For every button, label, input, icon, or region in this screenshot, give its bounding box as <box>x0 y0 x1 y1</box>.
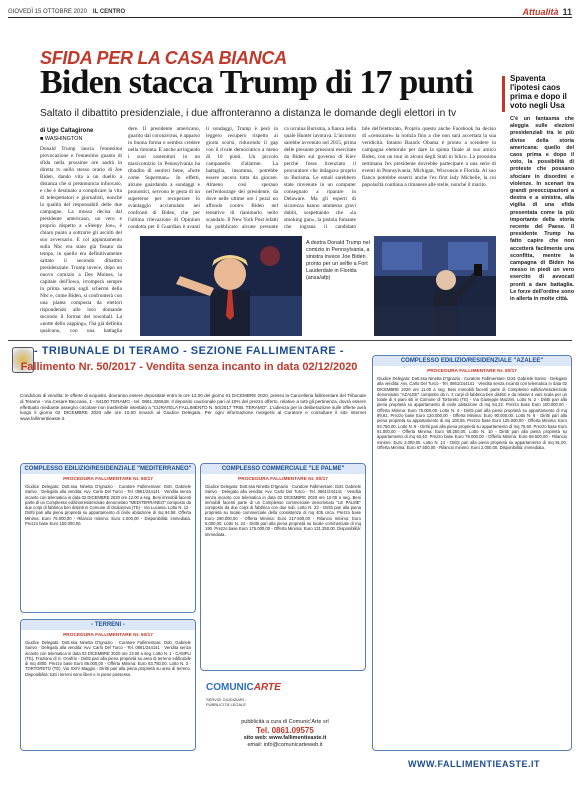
advertiser-contact <box>208 719 362 750</box>
advertiser-phone: Tel. 0861.09575 <box>256 725 314 735</box>
lot-box-mediterraneo <box>20 463 196 613</box>
auction-advertisement <box>8 340 572 792</box>
lot-box-body: Giudice Delegato: Dott.ssa Ninetta D'Ignazio · Curatore Fallimentare: Dott. Gabriele Sarivo · Delegato alla vendita: Avv. Carlo Del Turco - Tel. 0861/244141 · Vendita senza incanto con telematica in data 02 DICEMBRE 2020 ore 11.00 a seg. Beni immobili facenti parte di Complesso edilizio/residenziale denominato "AZALEE" composto da n. 3 corpi di fabbrica ben distinti e da relativi 4 vani scala per un totale di 4 piani siti in Comune di Tortoreto (TE) - Via Giuseppe Mazzini. Lotto N. 2 - Diritti pari alla piena proprietà su appartamento di civile abitazione di mq 84,22. Prezzo base Euro 100.000,00 - Offerta Minima: Euro 75.000,00. Lotto N. 4 - Diritti pari alla piena proprietà su appartamento di mq 99,81. Prezzo base Euro 120.000,00 - Offerta Minima: Euro 90.000,00. Lotto N. 6 - Diritti pari alla piena proprietà su appartamento di mq 108,55. Prezzo base Euro 125.000,00 - Offerta Minima: Euro 93.750,00. Lotto N. 8 - Diritti pari alla piena proprietà su appartamento di mq 75,60. Prezzo base Euro 91.000,00 - Offerta Minima: Euro 68.250,00. Lotto N. 10 - Diritti pari alla piena proprietà su appartamento di mq 63,40. Prezzo base Euro 78.000,00 - Offerta Minima: Euro 58.500,00 - Rilancio minimo: Euro 2.000,00. Lotto N. 14 - Diritti pari alla piena proprietà su appartamento di mq 91,00. Offerta Minima: Euro 67.500,00 - Rilancio minimo: Euro 2.000,00. Disponibilità: immediata. <box>377 376 567 450</box>
lot-box-body: Giudice Delegato: Dott.ssa Ninetta D'Ignazio · Curatore Fallimentare: Dott. Gabriele Sarivo · Delegato alla vendita: Avv. Carlo Del Turco - Tel. 0861/244141 · Vendita senza incanto con telematica in data 02 DICEMBRE 2020 ore 10.00 a seg. Beni immobili facenti parte di un Complesso commerciale denominato "LE PALME" composto da due corpi di fabbrica con due sub. Lotto N. 23 - Diritti pari alla piena proprietà su locale commerciale della consistenza di mq 405 circa. Prezzo base Euro 290.000,00 - Offerta Minima: Euro 217.500,00 - Rilancio minimo: Euro 5.000,00. Lotto N. 24 - Diritti pari alla piena proprietà su locale commerciale di mq 190. Prezzo base Euro 175.000,00 - Offerta Minima: Euro 131.250,00. Disponibilità: immediata. <box>205 484 361 537</box>
lot-box-title: COMPLESSO EDILIZIO/RESIDENZIALE "AZALEE" <box>373 356 571 366</box>
page-number: 11 <box>562 6 572 17</box>
trump-photo-illustration <box>140 236 302 336</box>
advertiser-website[interactable]: sito web: www.fallimentieaste.it <box>243 734 327 741</box>
footer-url-link[interactable]: WWW.FALLIMENTIEASTE.IT <box>408 759 540 769</box>
lot-box-azalee <box>372 355 572 751</box>
court-title: - TRIBUNALE DI TERAMO - SEZIONE FALLIMENTARE - <box>33 345 344 357</box>
advertiser-email[interactable]: email: info@comunicarteweb.it <box>247 742 323 749</box>
biden-photo <box>374 236 496 336</box>
advertiser-line: pubblicità a cura di Comunic'Arte srl <box>241 719 329 725</box>
section-title: Attualità <box>522 6 559 17</box>
procedure-label: PROCEDURA FALLIMENTARE Nr. 50/17 <box>63 477 153 482</box>
lot-box-body: Giudice Delegato: Dott.ssa Ninetta D'Ignazio · Curatore Fallimentare: Dott. Gabriele Sarivo · Delegato alla vendita: Avv. Carlo Del Turco - Tel. 0861/244141 · Vendita senza incanto con telematica in data 02 DICEMBRE 2020 ore 13.00 a seg. Lotto N. 1 - CAMPLI (TE), Frazione di S. Onofrio - Diritti pari alla piena proprietà su area di terreno edificabile di mq 4800. Prezzo base Euro 85.000,00 - Offerta Minima: Euro 63.750,00. Lotto N. 3 - TORTORETO (TE), Via XXIV Maggio - Diritti pari alla piena proprietà su area di terreno. Disponibilità: tutti i terreni sono liberi e in pieno possesso. <box>25 640 191 677</box>
article-subhead: Saltato il dibattito presidenziale, i due affronteranno a distanza le domande degli elettori in tv <box>40 108 457 119</box>
lot-box-le-palme <box>200 463 366 671</box>
logo-tagline: SERVIZI GIUDIZIARI - PUBBLICITÀ LEGALE <box>206 697 247 707</box>
article-kicker: SFIDA PER LA CASA BIANCA <box>40 48 287 68</box>
court-header <box>18 345 360 389</box>
article-headline: Biden stacca Trump di 17 punti <box>40 64 473 101</box>
comunicarte-logo <box>206 677 281 715</box>
lot-box-title: - TERRENI - <box>21 620 195 630</box>
lot-box-title: COMPLESSO EDILIZIO/RESIDENZIALE "MEDITERRANEO" <box>21 464 195 474</box>
publication-name: IL CENTRO <box>92 8 126 15</box>
issue-date: GIOVEDÌ 15 OTTOBRE 2020 <box>8 8 87 15</box>
procedure-label: PROCEDURA FALLIMENTARE Nr. 50/17 <box>427 369 517 374</box>
lot-box-title: COMPLESSO COMMERCIALE "LE PALME" <box>201 464 365 474</box>
biden-photo-illustration <box>374 236 496 336</box>
article-column-3: li sondaggi, Trump è però in leggero recupero rispetto ai giorni scorsi, riducendo il gap con il rivale democratico a meno di 10 punti. Un piccolo campanello d'allarme. La battaglia, insomma, potrebbe essere ancora tutta da giocare. Almeno così sperano nell'entourage del presidente, da dove nelle ultime ore i pezzi no affondo contro Biden nel tentativo di rianimarlo nello scandalo. Il New York Post infatti ha pubblicato alcune presunte <box>206 126 278 230</box>
logo-accent-text: ARTE <box>253 682 281 693</box>
auction-subtitle: Fallimento Nr. 50/2017 - Vendita senza incanto in data 02/12/2020 <box>20 361 358 373</box>
photo-caption: A destra Donald Trump nel comizio in Pennsylvania, a sinistra invece Joe Biden pronto per un selfie a Fort Lauderdale in Florida (ansa/afp) <box>306 240 370 281</box>
procedure-label: PROCEDURA FALLIMENTARE Nr. 50/17 <box>63 633 153 638</box>
article-byline: di Ugo Caltagirone <box>40 128 94 134</box>
page-header <box>8 6 572 18</box>
article-column-5: bile dell'elettorato. Proprio questo anche Facebook ha deciso di «censurare» la notizia fino a che non sarà accertata la sua veridicità. Intanto Barack Obama è pronto a scendere in campagna elettorale per dare la spinta finale al suo amico Biden, con un tour in alcuni degli Stati in bilico. La prossima settimana l'ex presidente dovrebbe partecipare a una serie di eventi in Pennsylvania, Michigan, Wisconsin e Florida. Al suo fianco potrebbe esserci anche l'ex first lady Michelle, la cui popolarità continua a rimanere alle stelle, nonché il marito. <box>362 126 496 188</box>
article-column-2: dere. Il presidente americano, guarito dal coronavirus, è apparso in buona forma e sembra credere nella rimonta. E anche arringando i suoi sostenitori in un maxicomizio in Pennsylvania ha ribadito di sentirsi bene, «forte come Superman». In effetti, alcune guardando a sondaggi e pronostici, servono le gesta di un supereroe per recuperare lo svantaggio accumulato nei confronti di Biden, che per l'ultima rilevazione di Opinium condotta per il Guardian è avanti <box>128 126 200 230</box>
lot-box-body: Giudice Delegato: Dott.ssa Ninetta D'Ignazio · Curatore Fallimentare: Dott. Gabriele Sarivo · Delegato alla vendita: Avv. Carlo Del Turco - Tel. 0861/244141 · Vendita senza incanto con telematica in data 02 DICEMBRE 2020 ore 12.00 a seg. Beni immobili facenti parte di un Complesso edilizio/residenziale denominato "MEDITERRANEO" composto da due corpi di fabbrica ben distinti in Comune di Giulianova (TE) - Via Lucania. Lotto N. 12 - Diritti pari alla piena proprietà su appartamento di civile abitazione di mq 94,58. Offerta Minima: Euro 75.000,00 - Rilancio minimo: Euro 2.000,00 - Disponibilità: immediata. Prezzo base Euro 100.000,00. <box>25 484 191 527</box>
article-column-4: ca ucraina Burisma, a fianca nella quale Hunter lavorava. L'incontro sarebbe avvenuto nel 2015, prima delle presunte pressioni esercitate da Biden sul governo di Kiev perché fosse licenziato il procuratore che indagava proprio su Burisma. Le email sarebbero state rinvenute in un computer consegnato a riparare in Delaware. Ma gli esperti di sicurezza hanno ammesso gravi dubbi, sospettando che «la smoking gun», la pistola fumante che ingrana il candidato <box>284 126 356 230</box>
sidebar-title: Spaventa l'ipotesi caos prima e dopo il voto negli Usa <box>510 74 567 110</box>
article-column-1: Donald Trump lancia l'ennesima provocazione e l'ennesimo guanto di sfida nella prossime ore andrà in diretta tv nello stesso orario di Joe Biden, dando vita a un duello a distanza che si preannuncia infuocato, e che è destinato a complicare la vita di telespettatori e giornalisti, nonché la qualità del responsabili delle due campagne. La mossa decisa dal presidente americano, un vero e proprio dispetto a «Sleepy Joe», è chiaro punto a sottrarre gli ascolti del suo avversario. E col appuntamento sulla Nbc era stato già fissato da tempo, in quello era definitivamente saltato il secondo dibattito presidenziale. Trump invece, dopo un nuovo comizio a Des Moines, la capitale dell'Iowa, irromperà sempre in prima serata sugli schermi della Nbc e, come Biden, si confronterà con una platea composta da elettori rispondendo alle loro domande secondo il format del townhall. La «notte dello zapping», l'ha già definita qualcuno, con una battaglia <box>40 146 122 334</box>
sidebar-text: C'è un fantasma che aleggia sulle elezioni presidenziali tra le più divise della storia americana: quello del caos prima e dopo il voto, la possibilità di proteste che possano sfociare in disordini e violenze. In scenari tra grandi preoccupazioni a destra e a sinistra, alla vigilia di una sfida presentata come la più importante della storia recente del Paese. Il presidente Trump ha fatto capire che non accetterà facilmente una sconfitta, mentre la campagna di Biden ha messo in piedi un vero esercito di avvocati pronti a dare battaglia. Le forze dell'ordine sono in allerta in molte città. <box>510 116 574 303</box>
procedure-label: PROCEDURA FALLIMENTARE Nr. 50/17 <box>238 477 328 482</box>
lot-box-terreni <box>20 619 196 751</box>
sidebar-accent-bar <box>502 76 505 112</box>
logo-main-text: COMUNIC <box>206 682 254 693</box>
sale-conditions: Condizioni di vendita: le offerte di acquisto, dovranno essere depositate entro le ore 13.00 del giorno 01 DICEMBRE 2020, presso la Cancelleria fallimentare del Tribunale di Teramo - Via Cesare Beccaria, 1 - 64100 TERAMO - tel. 0861.326648. Il deposito cauzionale pari al 10% del prezzo offerto, relative a tutti gli pertinenza, dovrà essere effettuato mediante assegno circolare non trasferibile intestato a "CURATELA FALLIMENTO N. 50/2017 TRIB. TERAMO". L'udienza per la deliberazione sulle offerte avrà luogo il giorno 02 DICEMBRE 2020 alle ore 10.00 innanzi al Giudice Delegato. Per ogni informazione rivolgersi al Curatore e consultare il sito internet www.fallimentieaste.it. <box>20 393 366 422</box>
article-dateline: ■ WASHINGTON <box>40 136 83 142</box>
trump-photo <box>140 236 302 336</box>
